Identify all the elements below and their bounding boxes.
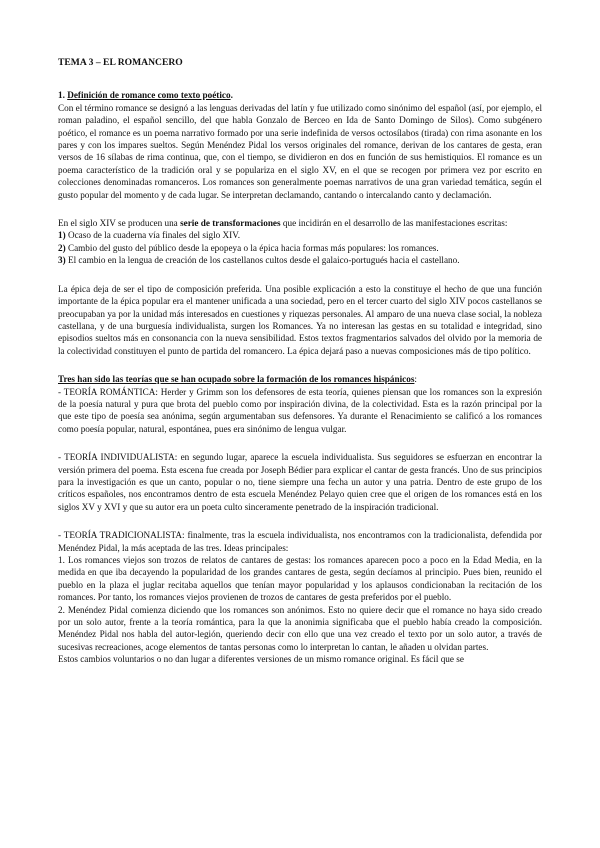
list-item [58, 229, 542, 241]
theories-heading-text: Tres han sido las teorías que se han ocupado sobre la formación de los romances hispánicos [58, 374, 415, 385]
definition-paragraph: Con el término romance se designó a las lenguas derivadas del latín y fue utilizado como sinónimo del español (así, por ejemplo, el roman paladino, el español sencillo, del que habla Gonzalo de Berceo en Ida de Santo Domingo de Silos). Como subgénero poético, el romance es un poema narrativo formado por una serie indefinida de versos octosílabos (tirada) con rima asonante en los pares y con los impares sueltos. Según Menéndez Pidal los versos originales del romance, derivan de los cantares de gesta, eran versos de 16 sílabas de rima continua, que, con el tiempo, se dividieron en dos en función de sus hemistiquios. El romance es un poema característico de la tradición oral y se populariza en el siglo XV, en el que se recogen por primera vez por escrito en colecciones denominadas romanceros. Los romances son generalmente poemas narrativos de una gran variedad temática, según el gusto popular del momento y de cada lugar. Se interpretan declamando, cantando o intercalando canto y declamación. [58, 102, 542, 200]
theory-individualist: - TEORÍA INDIVIDUALISTA: en segundo lugar, aparece la escuela individualista. Sus seguidores se esfuerzan en encontrar la versión primera del poema. Esta escena fue creada por Joseph Bédier para explicar el cantar de gesta francés. Uno de sus principios para la investigación es que un canto, popular o no, tiene siempre una fecha un autor y una patria. Dentro de este grupo de los críticos españoles, nos encontramos dentro de esta escuela Menéndez Pelayo quien cree que el origen de los romances está en los siglos XV y XVI y que su autor era un poeta culto sinceramente penetrado de la inspiración tradicional. [58, 452, 542, 512]
section-number: 1. [58, 90, 65, 101]
traditionalist-point-2: 2. Menéndez Pidal comienza diciendo que los romances son anónimos. Esto no quiere decir que el romance no haya sido creado por un solo autor, frente a la teoría romántica, para la que la anonimia significaba que el pueblo había creado la composición. Menéndez Pidal nos habla del autor-legión, queriendo decir con ello que una vez creado el texto por un solo autor, a través de sucesivas recreaciones, acoge elementos de tantas personas como lo interpretan lo cantan, le añaden u olvidan partes. [58, 604, 542, 652]
section-heading-text: Definición de romance como texto poético [67, 90, 231, 101]
section-heading [58, 89, 542, 101]
theories-heading [58, 373, 542, 385]
document-title: TEMA 3 – EL ROMANCERO [58, 57, 183, 68]
list-item-text: Ocaso de la cuaderna vía finales del siglo XIV. [67, 230, 240, 241]
intro-text-end: que incidirán en el desarrollo de las manifestaciones escritas: [280, 218, 508, 229]
theories-heading-end: : [414, 374, 417, 385]
traditionalist-point-1: 1. Los romances viejos son trozos de relatos de cantares de gestas: los romances aparecen poco a poco en la Edad Media, en la medida en que iba decayendo la popularidad de los grandes cantares de gesta, según decíamos al principio. Pues bien, reunido el pueblo en la plaza el juglar recitaba aquellos que tenían mayor popularidad y los aplausos condicionaban la recitación de los romances. Por tanto, los romances viejos provienen de trozos de cantares de gesta preferidos por el pueblo. [58, 555, 542, 603]
epica-paragraph: La épica deja de ser el tipo de composición preferida. Una posible explicación a esto la constituye el hecho de que una función importante de la épica popular era el mantener unificada a una sociedad, pero en el tercer cuarto del siglo XIV pocos castellanos se preocupaban ya por la unidad más interesados en cuestiones y riquezas personales. Al amparo de una nueva clase social, la nobleza castellana, y de una burguesía individualista, surgen los Romances. Ya no interesan las gestas en su totalidad e integridad, sino episodios sueltos más en consonancia con la nueva sensibilidad. Estos textos fragmentarios salvados del olvido por la memoria de la colectividad constituyen el punto de partida del romancero. La épica dejará paso a nuevas composiciones más de tipo político. [58, 283, 542, 356]
list-item-text: El cambio en la lengua de creación de los castellanos cultos desde el galaico-portugués hacia el castellano. [67, 255, 460, 266]
transformations-intro [58, 217, 542, 229]
list-item-text: Cambio del gusto del público desde la epopeya o la épica hacia formas más populares: los romances. [67, 242, 439, 253]
list-item-number: 2) [58, 242, 66, 253]
list-item-number: 3) [58, 255, 66, 266]
list-item [58, 242, 542, 254]
section-heading-end: . [230, 90, 233, 101]
document-page [58, 48, 542, 666]
list-item [58, 254, 542, 266]
theory-romantic: - TEORÍA ROMÁNTICA: Herder y Grimm son los defensores de esta teoría, quienes piensan que los romances son la expresión de la poesía natural y pura que brota del pueblo como por inspiración divina, de la colectividad. Esta es la razón principal por la que este tipo de poesía sea anónima, según argumentaban sus defensores. Ya durante el Renacimiento se calificó a los romances como poesía popular, natural, espontánea, pues era sinónimo de lengua vulgar. [58, 386, 542, 434]
closing-line: Estos cambios voluntarios o no dan lugar a diferentes versiones de un mismo romance original. Es fácil que se [58, 654, 464, 665]
list-item-number: 1) [58, 230, 66, 241]
intro-text-start: En el siglo XIV se producen una [58, 218, 181, 229]
theory-traditionalist: - TEORÍA TRADICIONALISTA: finalmente, tras la escuela individualista, nos encontramos con la tradicionalista, defendida por Menéndez Pidal, la más aceptada de las tres. Ideas principales: [58, 530, 542, 553]
intro-bold-text: serie de transformaciones [180, 218, 281, 229]
